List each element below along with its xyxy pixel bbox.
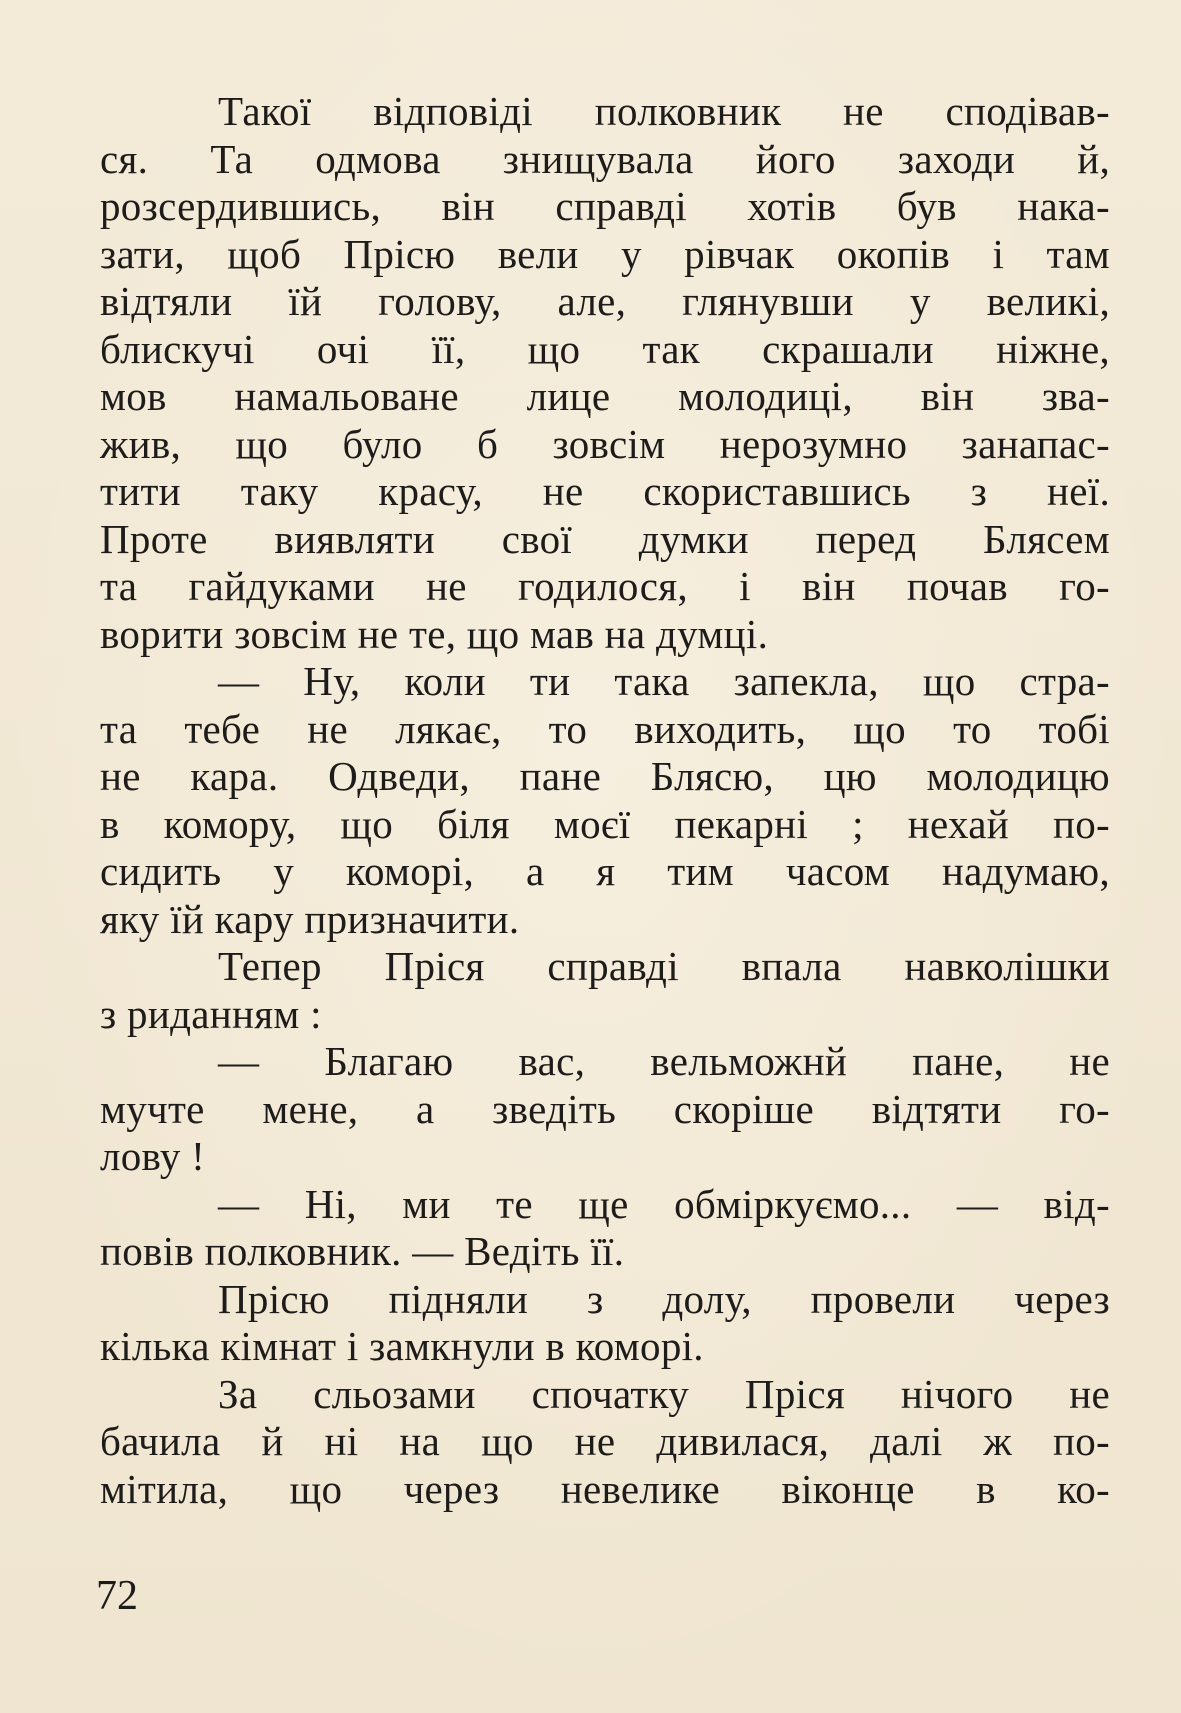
text-line: лову ! [100, 1133, 206, 1179]
text-line: Такої відповіді полковник не сподівав- [218, 88, 1110, 134]
text-line: яку їй кару призначити. [100, 895, 520, 942]
body-text [100, 88, 1110, 1513]
text-line: розсердившись, він справді хотів був нака- [100, 183, 1110, 229]
text-line: з риданням : [100, 990, 322, 1037]
text-line: мітила, що через невелике віконце в ко- [100, 1465, 1110, 1512]
text-line: бачила й ні на що не дивилася, далі ж по- [100, 1418, 1110, 1464]
text-line: тити таку красу, не скориставшись з неї. [100, 468, 1110, 514]
text-line: мов намальоване лице молодиці, він зва- [100, 373, 1110, 419]
text-line: зати, щоб Прісю вели у рівчак окопів і там [100, 230, 1110, 277]
text-line: сидить у коморі, а я тим часом надумаю, [100, 848, 1110, 894]
text-line: та гайдуками не годилося, і він почав го- [100, 563, 1110, 609]
text-line: — Благаю вас, вельможнй пане, не [218, 1038, 1110, 1084]
text-line: та тебе не лякає, то виходить, що то тобі [100, 705, 1110, 752]
text-line: ворити зовсім не те, що мав на думці. [100, 610, 769, 657]
text-line: ся. Та одмова знищувала його заходи й, [100, 135, 1110, 182]
text-line: Прісю підняли з долу, провели через [218, 1275, 1110, 1322]
text-line: в комору, що біля моєї пекарні ; нехай по- [100, 800, 1110, 847]
text-line: блискучі очі її, що так скрашали ніжне, [100, 325, 1110, 372]
text-line: Проте виявляти свої думки перед Блясем [100, 515, 1110, 562]
text-line: — Ні, ми те ще обміркуємо... — від- [218, 1180, 1110, 1227]
text-line: кілька кімнат і замкнули в коморі. [100, 1323, 704, 1369]
text-line: За сльозами спочатку Пріся нічого не [218, 1370, 1110, 1417]
page-number: 72 [96, 1573, 138, 1619]
text-line: мучте мене, а зведіть скоріше відтяти го- [100, 1085, 1110, 1132]
text-line: повів полковник. — Ведіть її. [100, 1228, 625, 1274]
text-line: Тепер Пріся справді впала навколішки [218, 943, 1110, 989]
text-line: відтяли їй голову, але, глянувши у великі, [100, 278, 1110, 324]
text-line: не кара. Одведи, пане Блясю, цю молодицю [100, 753, 1110, 799]
text-line: — Ну, коли ти така запекла, що стра- [218, 658, 1110, 704]
text-line: жив, що було б зовсім нерозумно занапас- [100, 420, 1110, 467]
